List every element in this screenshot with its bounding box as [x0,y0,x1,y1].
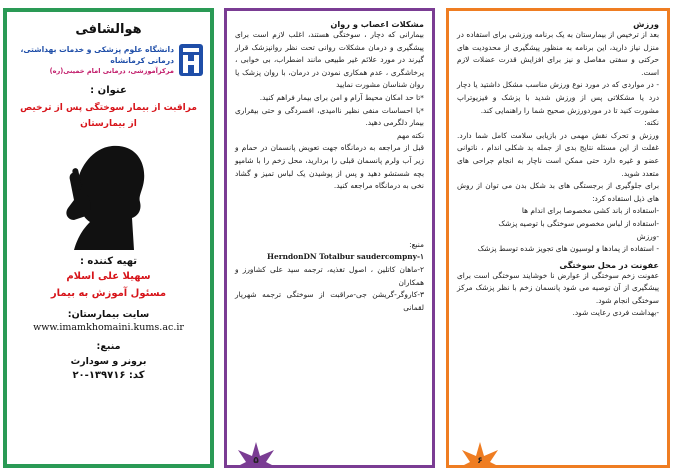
page-number-badge [233,441,279,468]
subject-label: عنوان : [90,85,127,96]
paragraph: برای جلوگیری از برجستگی های بد شکل بدن می توان از روش های ذیل استفاده کرد: [457,181,659,203]
list-item: -استفاده از باند کشی مخصوصا برای اندام ها [521,206,659,216]
document-code: کد: ۱۳۹۷۱۶-۲۰ [72,370,145,381]
silence-silhouette-image [34,140,184,250]
paragraph: *با احساسات منفی نظیر ناامیدی، افسردگی و حتی بیقراری بیمار دلگرمی دهید. [235,105,424,128]
page-number: ۵ [253,456,259,466]
reference-item: HerndonDN Totalbur saudercompny-۱ [267,252,424,262]
paragraph: - در مواردی که در مورد نوع ورزش مناسب مشکل داشتید یا دچار درد یا مشکلاتی پس از ورزش شدید با پزشک و فیزیوتراپ مشورت کنید تا در موردورزش صحیح شما را راهنمایی کند. [457,80,659,115]
university-header [7,37,210,77]
university-logo-icon [178,43,204,77]
cover-title: هوالشافی [75,22,142,37]
reference-item: ۲-ماهان کاتلین ، اصول تغذیه، ترجمه سید علی کشاورز و همکاران [235,264,424,287]
list-item: -استفاده از لباس مخصوص سوختگی با توصیه پزشک [498,218,659,228]
site-label: سایت بیمارستان: [67,309,150,320]
paragraph: بیمارانی که دچار ، سوختگی هستند، اغلب لازم است برای پیشگیری و درمان مشکلات روانی تحت نظر روانپزشک قرار گیرند در مورد علائم غیر طبیعی مانند اضطراب، بی خوابی ، پرخاشگری ، عدم همکاری نمودن در درمان، با روان پزشک یا روان شناسان مشورت نمایید [235,30,424,90]
paragraph: *تا حد امکان محیط آرام و امن برای بیمار فراهم کنید. [259,92,424,102]
author-role: مسئول آموزش به بیمار [50,288,167,299]
paragraph: ورزش و تحرک نقش مهمی در بازیابی سلامت کامل شما دارد. غفلت از این مسئله نتایج بدی از جمله بد شکلی اندام ، ناتوانی عضو و غیره دارد حتی ممکن است ناچار به انجام جراحی های متعدد شوید. [457,130,659,178]
infection-heading: عفونت در محل سوختگی [559,259,659,270]
exercise-text [449,29,667,256]
paragraph: قبل از مراجعه به درمانگاه جهت تعویض پانسمان در حمام و زیر آب ولرم پانسمان قبلی را بردارید، محل زخم را با شامپو بچه شستشو دهید و پس از پوشیدن یک لباس تمیز و گشاد نخی به درمانگاه مراجعه کنید. [235,143,424,191]
paragraph: عفونت زخم سوختگی از عوارض نا خوشایند سوختگی است برای پیشگیری از آن توصیه می شود پانسمان زخم با نظر پزشک مرکز سوختگی انجام شود. [457,270,659,305]
hospital-website-link[interactable]: www.imamkhomaini.kums.ac.ir [33,322,184,333]
hospital-name: مرکزآموزشی، درمانی امام خمینی(ره) [49,66,174,75]
paragraph: بعد از ترخیص از بیمارستان به یک برنامه ورزشی برای استفاده در منزل نیاز دارید، این برنامه به منظور پیشگیری از محدودیت های حرکتی و سفتی مفاصل و نیز برای افزایش قدرت عضلات لازم است. [457,30,659,77]
author-name: سهیلا علی اسلام [66,271,151,282]
cover-panel [3,8,214,468]
references [227,239,432,315]
paragraph: نکته: [644,118,659,128]
paragraph: نکته مهم [397,130,424,140]
page-number: ۶ [477,456,483,466]
prepared-by-label: تهیه کننده : [79,256,138,267]
source-text: برونر و سودارث [70,356,147,367]
university-line: درمانی کرمانشاه [110,55,174,65]
list-item: - استفاده از پمادها و لوسیون های تجویز شده توسط پزشک [477,244,659,254]
psych-text [227,29,432,193]
references-title: منبع: [409,239,424,249]
middle-panel [224,8,435,468]
exercise-heading: ورزش [633,19,659,29]
subject-title: مراقبت از بیمار سوختگی پس از ترخیص از بیمارستان [20,103,197,129]
reference-item: ۳-کاروگر-گریشن جی-مراقبت از سوختگی ترجمه شهریار لقمانی [235,290,424,312]
university-line: دانشگاه علوم پزشکی و خدمات بهداشتی، [20,44,174,54]
right-panel [446,8,670,468]
university-name [13,44,174,77]
paragraph: -بهداشت فردی رعایت شود. [572,308,659,318]
list-item: -ورزش [636,231,659,241]
infection-text [449,270,667,320]
page-number-badge [457,441,503,468]
psych-heading: مشکلات اعصاب و روان [330,19,424,29]
source-label: منبع: [96,341,121,352]
